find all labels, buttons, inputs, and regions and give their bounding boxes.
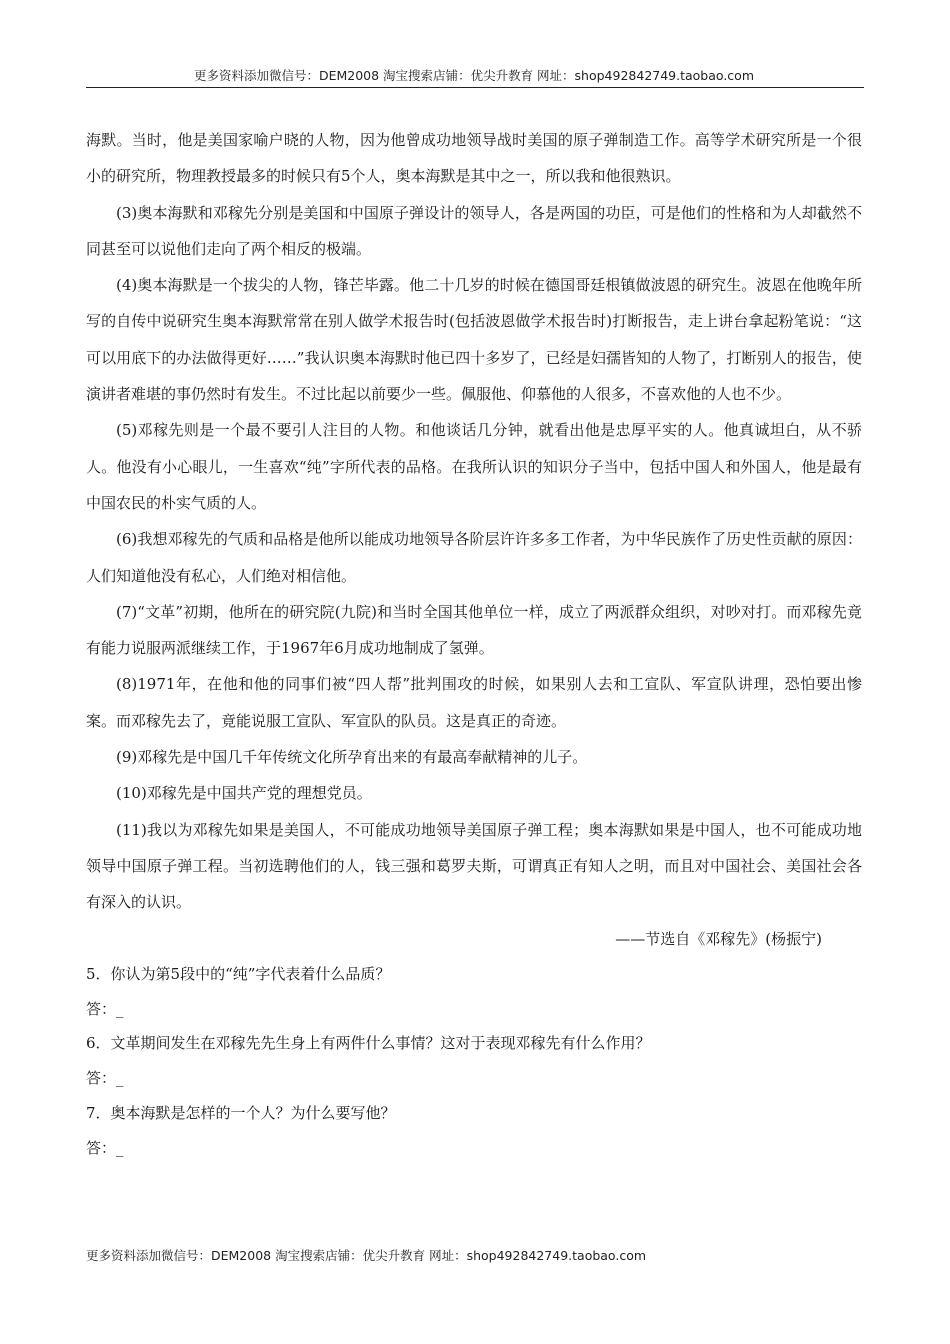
article-paragraph-3: (3)奥本海默和邓稼先分别是美国和中国原子弹设计的领导人，各是两国的功臣，可是他们的性格和为人却截然不同甚至可以说他们走向了两个相反的极端。 [86, 203, 862, 258]
article-source: ——节选自《邓稼先》(杨振宁) [615, 929, 822, 948]
page-header: 更多资料添加微信号：DEM2008 淘宝搜索店铺：优尖升教育 网址：shop492842749.taobao.com [193, 68, 755, 83]
page-footer: 更多资料添加微信号：DEM2008 淘宝搜索店铺：优尖升教育 网址：shop492842749.taobao.com [86, 1248, 647, 1263]
question-7: 7．奥本海默是怎样的一个人？为什么要写他？ [86, 1104, 396, 1123]
document-body [86, 122, 862, 1166]
article-paragraph-4: (4)奥本海默是一个拔尖的人物，锋芒毕露。他二十几岁的时候在德国哥廷根镇做波恩的研究生。波恩在他晚年所写的自传中说研究生奥本海默常常在别人做学术报告时(包括波恩做学术报告时)打断报告，走上讲台拿起粉笔说：“这可以用底下的办法做得更好……”我认识奥本海默时他已四十多岁了，已经是妇孺皆知的人物了，打断别人的报告，使演讲者难堪的事仍然时有发生。不过比起以前要少一些。佩服他、仰慕他的人很多，不喜欢他的人也不少。 [86, 276, 862, 404]
article-paragraph-6: (6)我想邓稼先的气质和品格是他所以能成功地领导各阶层许许多多工作者，为中华民族作了历史性贡献的原因：人们知道他没有私心，人们绝对相信他。 [86, 530, 862, 585]
article-paragraph-9: (9)邓稼先是中国几千年传统文化所孕育出来的有最高奉献精神的儿子。 [116, 748, 588, 767]
question-6: 6．文革期间发生在邓稼先先生身上有两件什么事情？这对于表现邓稼先有什么作用？ [86, 1034, 651, 1053]
header-divider [86, 87, 864, 88]
answer-line-7: 答：_ [86, 1138, 124, 1157]
article-paragraph-continued: 海默。当时，他是美国家喻户晓的人物，因为他曾成功地领导战时美国的原子弹制造工作。高等学术研究所是一个很小的研究所，物理教授最多的时候只有5个人，奥本海默是其中之一，所以我和他很熟识。 [86, 131, 862, 186]
article-paragraph-7: (7)“文革”初期，他所在的研究院(九院)和当时全国其他单位一样，成立了两派群众组织，对吵对打。而邓稼先竟有能力说服两派继续工作，于1967年6月成功地制成了氢弹。 [86, 602, 862, 658]
answer-line-6: 答：_ [86, 1069, 124, 1088]
question-list [86, 957, 862, 1166]
article-paragraph-11: (11)我以为邓稼先如果是美国人，不可能成功地领导美国原子弹工程；奥本海默如果是中国人，也不可能成功地领导中国原子弹工程。当初选聘他们的人，钱三强和葛罗夫斯，可谓真正有知人之明，而且对中国社会、美国社会各有深入的认识。 [86, 820, 862, 912]
question-5: 5．你认为第5段中的“纯”字代表着什么品质？ [86, 964, 391, 983]
answer-line-5: 答：_ [86, 999, 124, 1018]
article-paragraph-10: (10)邓稼先是中国共产党的理想党员。 [116, 784, 372, 803]
article-paragraph-8: (8)1971年，在他和他的同事们被“四人帮”批判围攻的时候，如果别人去和工宣队、军宣队讲理，恐怕要出惨案。而邓稼先去了，竟能说服工宣队、军宣队的队员。这是真正的奇迹。 [86, 675, 862, 730]
article-paragraph-5: (5)邓稼先则是一个最不要引人注目的人物。和他谈话几分钟，就看出他是忠厚平实的人。他真诚坦白，从不骄人。他没有小心眼儿，一生喜欢“纯”字所代表的品格。在我所认识的知识分子当中，包括中国人和外国人，他是最有中国农民的朴实气质的人。 [86, 421, 862, 512]
